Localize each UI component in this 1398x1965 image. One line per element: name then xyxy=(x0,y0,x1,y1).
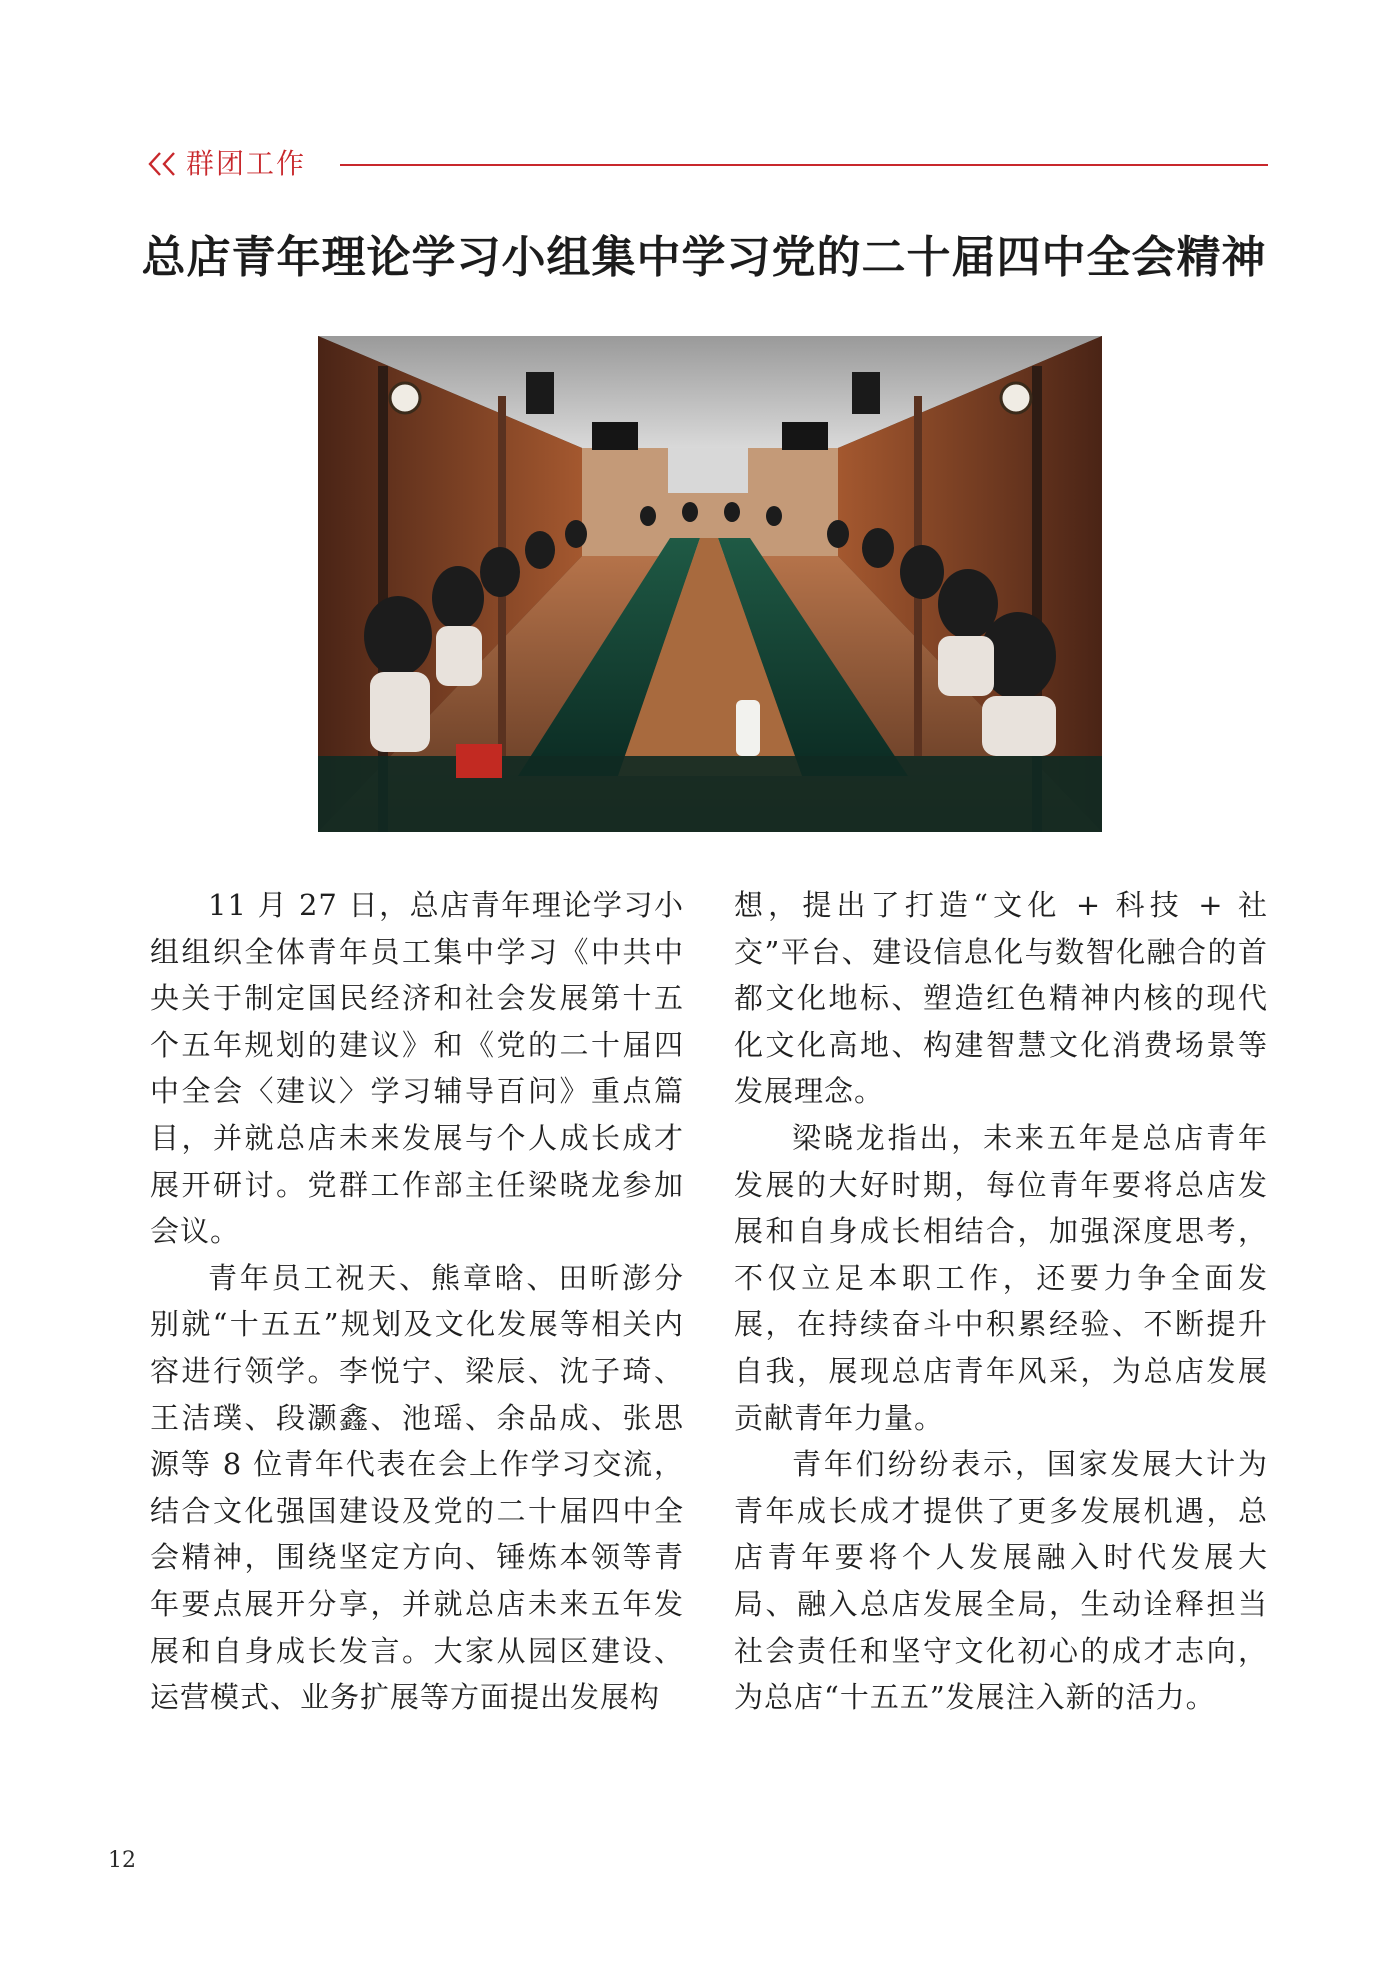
paragraph: 梁晓龙指出，未来五年是总店青年发展的大好时期，每位青年要将总店发展和自身成长相结合，加强深度思考，不仅立足本职工作，还要力争全面发展，在持续奋斗中积累经验、不断提升自我，展现总店青年风采，为总店发展贡献青年力量。 xyxy=(734,1120,1268,1435)
paragraph: 青年们纷纷表示，国家发展大计为青年成长成才提供了更多发展机遇，总店青年要将个人发展融入时代发展大局、融入总店发展全局，生动诠释担当社会责任和坚守文化初心的成才志向，为总店“十五五”发展注入新的活力。 xyxy=(734,1447,1268,1715)
paragraph: 青年员工祝天、熊章晗、田昕澎分别就“十五五”规划及文化发展等相关内容进行领学。李悦宁、梁辰、沈子琦、王洁璞、段灏鑫、池瑶、余品成、张思源等 8 位青年代表在会上作学习交流，结合文化强国建设及党的二十届四中全会精神，围绕坚定方向、锤炼本领等青年要点展开分享，并就总店未来五年发展和自身成长发言。大家从园区建设、运营模式、业务扩展等方面提出发展构 xyxy=(150,1260,684,1715)
meeting-room-photo xyxy=(318,336,1102,832)
column-right xyxy=(734,882,1268,1721)
paragraph-continuation: 想，提出了打造“文化 + 科技 + 社交”平台、建设信息化与数智化融合的首都文化地标、塑造红色精神内核的现代化文化高地、构建智慧文化消费场景等发展理念。 xyxy=(734,888,1268,1109)
double-chevron-left-icon xyxy=(146,150,180,178)
page-number: 12 xyxy=(108,1848,136,1873)
article-title: 总店青年理论学习小组集中学习党的二十届四中全会精神 xyxy=(141,232,1267,283)
section-label: 群团工作 xyxy=(186,147,307,180)
column-left xyxy=(150,882,684,1721)
section-divider xyxy=(340,164,1268,166)
paragraph: 11 月 27 日，总店青年理论学习小组组织全体青年员工集中学习《中共中央关于制定国民经济和社会发展第十五个五年规划的建议》和《党的二十届四中全会〈建议〉学习辅导百问》重点篇目，并就总店未来发展与个人成长成才展开研讨。党群工作部主任梁晓龙参加会议。 xyxy=(150,888,684,1249)
section-header xyxy=(146,146,1268,186)
